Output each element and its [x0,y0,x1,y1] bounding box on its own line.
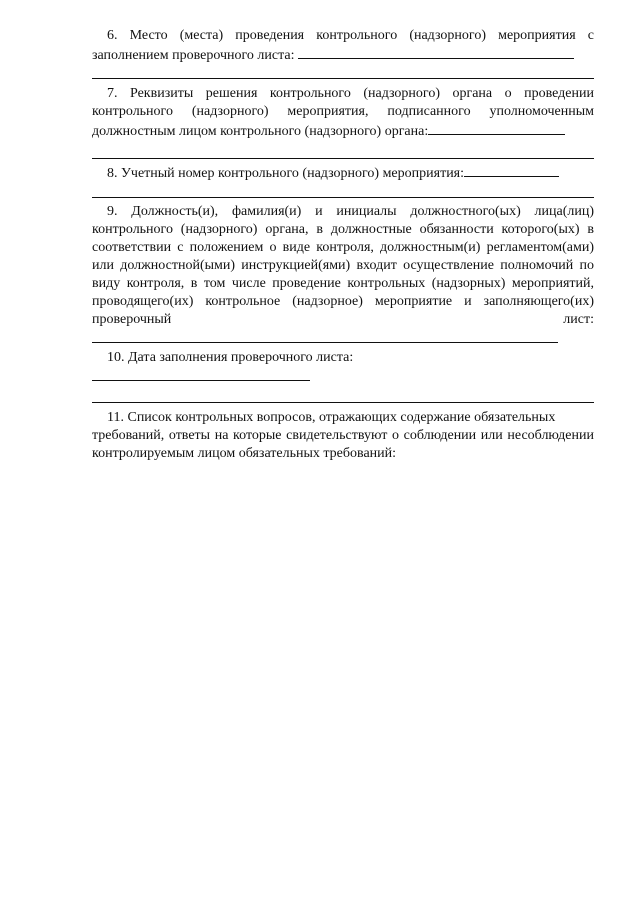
item-9-blank [92,329,558,343]
item-7-rule [92,158,594,159]
item-7-text: 7. Реквизиты решения контрольного (надзорного) органа о проведении контрольного (надзорного) мероприятия, подписанного уполномоченным должностным лицом контрольного (надзорного) органа: [92,86,594,139]
item-7-blank [428,121,565,135]
item-8-rule [92,197,594,198]
item-10-rule [92,402,594,403]
item-8 [92,163,594,183]
document-content [92,27,594,463]
item-10-blank [92,367,310,381]
item-10 [92,349,594,367]
item-7 [92,85,594,141]
item-8-blank [464,163,559,177]
item-6 [92,27,594,65]
item-9 [92,203,594,349]
item-10-line2 [92,367,594,387]
item-11-cont [92,427,594,463]
item-11 [92,409,594,427]
item-6-text: 6. Место (места) проведения контрольного (надзорного) мероприятия с заполнением проверочного листа: [92,28,594,63]
item-11-text-cont: требований, ответы на которые свидетельствуют о соблюдении или несоблюдении контролируемым лицом обязательных требований: [92,428,594,461]
item-11-text: 11. Список контрольных вопросов, отражающих содержание обязательных [107,410,556,425]
item-6-rule [92,78,594,79]
item-6-blank [298,45,574,59]
item-9-text: 9. Должность(и), фамилия(и) и инициалы должностного(ых) лица(лиц) контрольного (надзорного) органа, в должностные обязанности которого(ых) в соответствии с положением о виде контроля, должностным(и) регламентом(ами) или должностной(ыми) инструкцией(ями) входит осуществление полномочий по виду контроля, в том числе проведение контрольных (надзорных) мероприятий, проводящего(их) контрольное (надзорное) мероприятие и заполняющего(их) проверочный лист: [92,204,594,327]
item-10-text: 10. Дата заполнения проверочного листа: [107,350,354,365]
item-8-text: 8. Учетный номер контрольного (надзорного) мероприятия: [107,166,465,181]
